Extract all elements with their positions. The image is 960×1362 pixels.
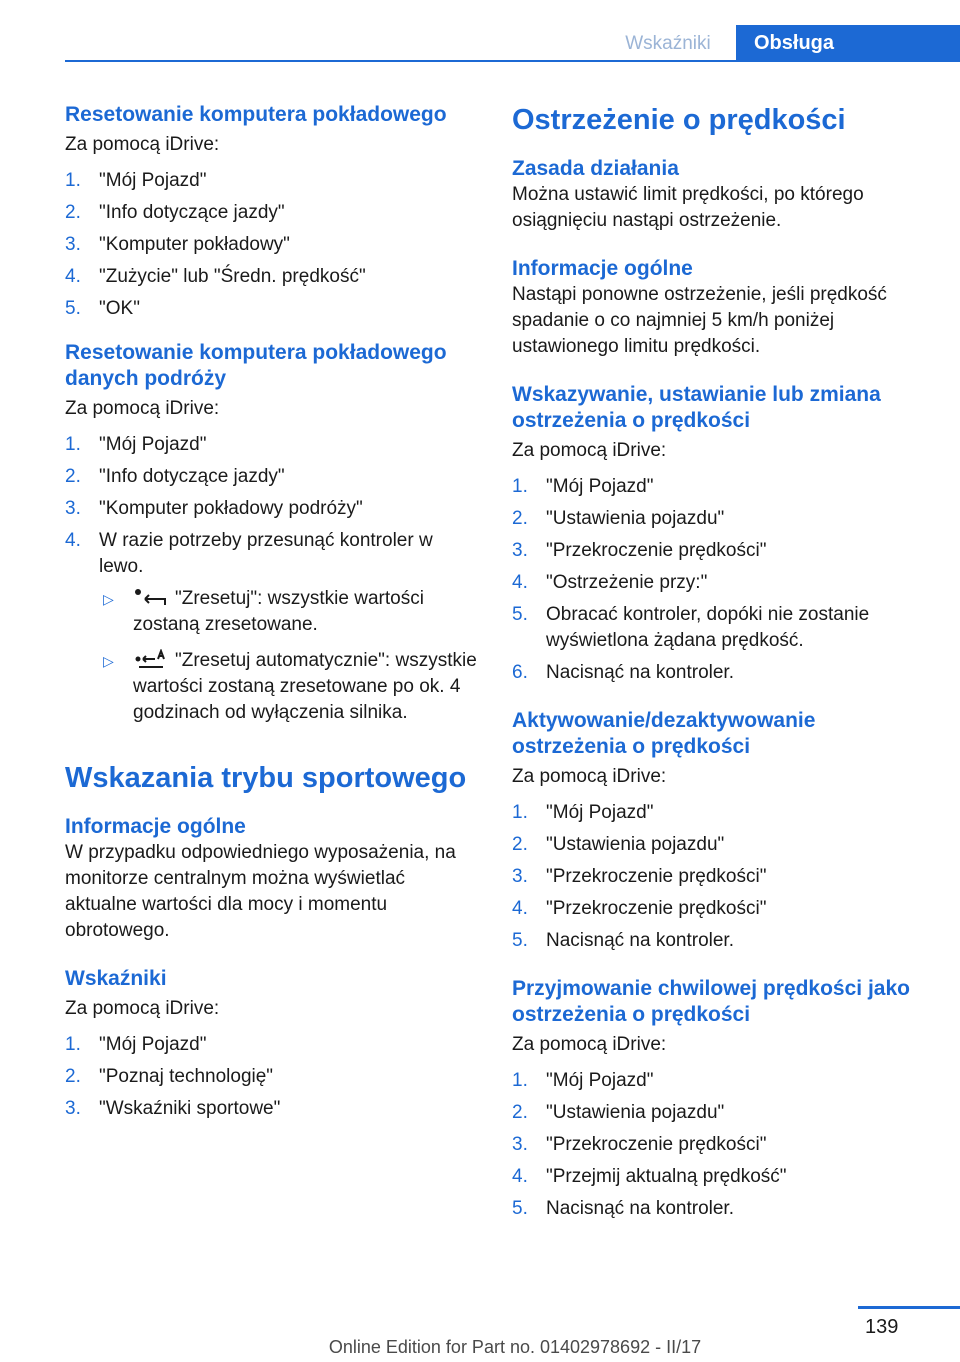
section-title-indicators: Wskaźniki: [65, 967, 167, 990]
list-item: 4. "Przekroczenie prędkości": [512, 898, 767, 919]
section-title-reset-computer: Resetowanie komputera pokładowego: [65, 103, 447, 126]
list-item: 5. "OK": [65, 298, 140, 319]
list-item: 2. "Ustawienia pojazdu": [512, 508, 725, 529]
list-item: 4. W razie potrzeby przesunąć kontroler w lewo. ▷ "Zresetuj": wszystkie wartości zostaną zresetowane. ▷ "Zresetuj automatycznie": wszystkie wartości zostaną zresetowane po ok. 4 godzinach od wyłączenia silnika.: [65, 528, 480, 726]
steps-list: [512, 800, 932, 954]
list-item: 1. "Mój Pojazd": [512, 476, 654, 497]
body-paragraph: W przypadku odpowiedniego wyposażenia, na monitorze centralnym można wyświetlać aktualne wartości dla mocy i momentu obrotowego.: [65, 842, 456, 941]
header-divider: [65, 60, 960, 62]
list-item: 2. "Ustawienia pojazdu": [512, 834, 725, 855]
tab-obsluga[interactable]: Obsługa: [736, 25, 960, 62]
list-item: 3. "Wskaźniki sportowe": [65, 1098, 281, 1119]
list-item: 3. "Przekroczenie prędkości": [512, 1134, 767, 1155]
chapter-heading-speed-warning: Ostrzeżenie o prędkości: [512, 104, 846, 136]
list-item: 1. "Mój Pojazd": [512, 1070, 654, 1091]
list-item: 2. "Poznaj technologię": [65, 1066, 274, 1087]
edition-note: Online Edition for Part no. 01402978692 - II/17: [328, 1337, 702, 1357]
left-column: [65, 102, 480, 1128]
section-intro: Za pomocą iDrive:: [65, 398, 220, 419]
section-intro: Za pomocą iDrive:: [512, 766, 667, 787]
list-item: 3. "Komputer pokładowy podróży": [65, 498, 363, 519]
list-item: ▷ "Zresetuj automatycznie": wszystkie wartości zostaną zresetowane po ok. 4 godzinach od wyłączenia silnika.: [103, 650, 477, 723]
steps-list: [65, 432, 480, 726]
list-item: 3. "Komputer pokładowy": [65, 234, 290, 255]
chapter-heading-sport: Wskazania trybu sportowego: [65, 762, 467, 794]
section-intro: Za pomocą iDrive:: [65, 998, 220, 1019]
list-item: 2. "Info dotyczące jazdy": [65, 202, 285, 223]
footer-divider: [858, 1306, 960, 1309]
list-item: 4. "Ostrzeżenie przy:": [512, 572, 708, 593]
list-item: 3. "Przekroczenie prędkości": [512, 540, 767, 561]
section-title-activate-warning: Aktywowanie/dezaktywowanie ostrzeżenia o prędkości: [512, 709, 816, 758]
section-intro: Za pomocą iDrive:: [65, 134, 220, 155]
list-item: 2. "Ustawienia pojazdu": [512, 1102, 725, 1123]
list-item: 5. Nacisnąć na kontroler.: [512, 1198, 734, 1219]
steps-list: [65, 168, 480, 322]
body-paragraph: Nastąpi ponowne ostrzeżenie, jeśli prędkość spadanie o co najmniej 5 km/h poniżej ustawionego limitu prędkości.: [512, 284, 887, 357]
section-title-reset-trip: Resetowanie komputera pokładowego danych podróży: [65, 341, 447, 390]
triangle-right-icon: ▷: [103, 591, 114, 607]
bullet-list: [99, 586, 480, 726]
list-item: 2. "Info dotyczące jazdy": [65, 466, 285, 487]
list-item: 1. "Mój Pojazd": [65, 1034, 207, 1055]
list-item: ▷ "Zresetuj": wszystkie wartości zostaną zresetowane.: [103, 588, 424, 635]
list-item: 5. Obracać kontroler, dopóki nie zostanie wyświetlona żądana prędkość.: [512, 604, 870, 651]
triangle-right-icon: ▷: [103, 653, 114, 669]
section-intro: Za pomocą iDrive:: [512, 440, 667, 461]
tab-wskazniki[interactable]: Wskaźniki: [625, 32, 711, 54]
page-number: 139: [865, 1316, 899, 1338]
reset-icon: [133, 587, 169, 607]
list-item: 6. Nacisnąć na kontroler.: [512, 662, 734, 683]
list-item: 4. "Zużycie" lub "Średn. prędkość": [65, 266, 366, 287]
list-item: 1. "Mój Pojazd": [65, 434, 207, 455]
section-title-principle: Zasada działania: [512, 157, 679, 180]
section-title-adopt-speed: Przyjmowanie chwilowej prędkości jako ostrzeżenia o prędkości: [512, 977, 910, 1026]
steps-list: [65, 1032, 480, 1122]
section-title-general-info: Informacje ogólne: [512, 257, 693, 280]
section-intro: Za pomocą iDrive:: [512, 1034, 667, 1055]
right-column: [512, 102, 932, 1228]
steps-list: [512, 474, 932, 686]
section-title-set-warning: Wskazywanie, ustawianie lub zmiana ostrzeżenia o prędkości: [512, 383, 881, 432]
steps-list: [512, 1068, 932, 1222]
list-item: 5. Nacisnąć na kontroler.: [512, 930, 734, 951]
list-item: 1. "Mój Pojazd": [65, 170, 207, 191]
reset-auto-icon: [133, 649, 169, 669]
list-item: 3. "Przekroczenie prędkości": [512, 866, 767, 887]
body-paragraph: Można ustawić limit prędkości, po którego osiągnięciu nastąpi ostrzeżenie.: [512, 184, 864, 231]
list-item: 1. "Mój Pojazd": [512, 802, 654, 823]
section-title-general-info: Informacje ogólne: [65, 815, 246, 838]
list-item: 4. "Przejmij aktualną prędkość": [512, 1166, 787, 1187]
